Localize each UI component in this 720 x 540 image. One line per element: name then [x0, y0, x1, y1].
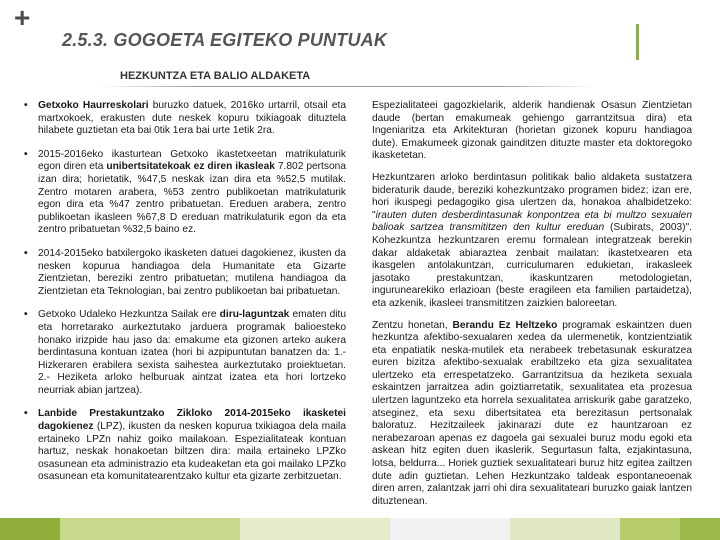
bullet-text: (LPZ), ikusten da nesken kopurua txikiagoa dela maila ertaineko LPZn nahiz goiko mailakoan. Espezialitateak kontuan hartuz, neskak honakoetan biltzen dira: maila ertaineko LPZko osasunean eta administrazio eta kudeaketan eta goi mailako LPZko osasunean eta komunitatearentzako kultur eta gizarte zerbitzuetan.	[38, 421, 346, 483]
bullet-text: Getxoko Udaleko Hezkuntza Sailak ere	[38, 309, 220, 321]
footer-color-segment	[620, 518, 680, 540]
paragraph: Espezialitateei gagozkielarik, alderik handienak Osasun Zientzietan daude (bertan emakumeak gehiengo garrantzitsua dira) eta Ingeniaritza eta Arkitekturan (horietan gizonek kopuru handiagoa dute). Emakumeek gizonak gainditzen dituzte master eta doktoregoko ikasketetan.	[372, 100, 692, 162]
footer-color-band	[0, 518, 720, 540]
quote-italic: irauten duten desberdintasunak konpontzea eta bi multzo sexualen balioak sartzea transmititzen den kultur ereduan	[372, 209, 692, 234]
bullet-bold: unibertsitatekoak ez diren ikasleak	[106, 161, 275, 173]
paragraph-text: (Subirats, 2003)". Kohezkuntza hezkuntzaren eremu formalean integratzeak berekin dakar aldaketak abiaraztea zenbait mailatan: ikastetxearen eta ikasgelen antolakuntzan, curriculumaren edukietan, irakasleek jasotako prestakuntzan, ikaskuntzaren metodologietan, ingurunearekiko erlazioan (beste eragileen eta familien partaidetza), eta azkenik, ikasleei transmititzen zaizkien baloreetan.	[372, 222, 692, 309]
paragraph-text: Hezkuntzaren arloko berdintasun politikak balio aldaketa sustatzera bideraturik daude, bereziki kohezkuntzako programen bidez; izan ere, hori ikuspegi pedagogiko gisa ulertzen da, honakoa ahalbidetzeko: "	[372, 171, 692, 221]
bullet-item	[24, 149, 346, 237]
bullet-text: buruzko datuek, 2016ko urtarril, otsail eta martxokoek, erakusten dute neskek kopuru txikiagoak dituztela hilabete guztietan eta bai 0tik 1era bai urte 1etik 2ra.	[38, 100, 346, 137]
bullet-text: 2015-2016eko ikasturtean Getxoko ikastetxeetan matrikulaturik egon diren eta	[38, 148, 346, 173]
bullet-icon: •	[24, 148, 28, 160]
footer-color-segment	[680, 518, 720, 540]
bullet-bold: Getxoko Haurreskolari	[38, 100, 149, 111]
section-divider	[100, 86, 594, 87]
footer-color-segment	[60, 518, 240, 540]
bullet-item	[24, 248, 346, 298]
footer-color-segment	[510, 518, 620, 540]
bullet-bold: Lanbide Prestakuntzako Zikloko 2014-2015eko ikasketei dagokienez	[38, 408, 346, 433]
bullet-item	[24, 408, 346, 484]
bullet-icon: •	[24, 100, 28, 111]
bullet-text: 2014-2015eko batxilergoko ikasketen datuei dagokienez, ikusten da nesken kopurua handiagoa dela Humanitate eta Gizarte Zientzietan, bereziki zentro pribatuetan; mutilena handiagoa da Zientzietan eta Teknologian, bai zentro publikoetan bai pribatuetan.	[38, 247, 346, 297]
paragraph-bold: Berandu Ez Heltzeko	[452, 319, 558, 331]
paragraph-text: programak eskaintzen duen hezkuntza afektibo-sexualaren xedea da ulermenetik, kontzientziatik eta enpatiatik neska-mutilek eta nerabeek trebetasunak eskuratzea euren bizitza afektibo-sexualak erabiltzeko eta giza sexualitatea ulertzeko eta errespetatzeko. Garrantzitsua da heziketa sexuala eskaintzen jarraitzea adin goiztiarretatik, sexualitatea eta prozesua ulertzen laguntzeko eta horrela sexualitatea arriskurik gabe garatzeko, atseginez, eta sexu dibertsitatea eta berezitasun pertsonalak baloratuz. Hezitzaileek jakinarazi dute ez hauntzaroan ez nerabezaroan apenas ez dagoela gai sexualei buruz modu egoki eta askean hitz egiten duen ikaslerik. Segurtasun falta, ezjakintasuna, lotsa, beldurra... Horiek guztiek sexualitateari buruz hitz egitea zailtzen dute adin guztietan. Lehen Hezkuntzako taldeak espontaneoenak diren arren, zalantzak jarri ohi dira sexualitateari buruzko gaiak lantzen dituztenean.	[372, 319, 692, 507]
bullet-icon: •	[24, 247, 28, 259]
section-heading: HEZKUNTZA ETA BALIO ALDAKETA	[120, 70, 311, 82]
bullet-text: ematen ditu eta horretarako aurkeztutako jarduera programak balioesteko honako irizpide hau jaso da: emakume eta gizonen arteko aukera berdintasuna kontuan izatea (hori bi azpipuntutan banatzen da: 1.- Hizkeraren erabilera sexista saihestea aurkeztutako proiektuetan. 2.- Heziketa arloko helburuak aintzat izatea eta hori lortzeko neurriak abian jartzea).	[38, 309, 346, 396]
bullet-item	[24, 309, 346, 397]
plus-icon: +	[14, 2, 31, 33]
footer-color-segment	[240, 518, 390, 540]
paragraph-text: Zentzu honetan,	[372, 319, 453, 331]
bullet-item	[24, 100, 346, 138]
bullet-icon: •	[24, 408, 28, 420]
footer-color-segment	[390, 518, 510, 540]
page-title: 2.5.3. GOGOETA EGITEKO PUNTUAK	[62, 30, 388, 50]
bullet-text: 7.802 pertsona izan dira; horietatik, %47,5 neskak izan dira eta %52,5 mutilak. Zentro motaren arabera, %53 zentro publikoetan matrikulaturik egon dira eta %47 zentro pribatuetan. Ereduen arabera, zentro publikoetan ikasleen %67,8 D ereduan matrikulaturik egon da eta zentro pribatuetan %32,5 baino ez.	[38, 161, 346, 236]
bullet-bold: diru-laguntzak	[219, 309, 290, 321]
left-column	[24, 100, 346, 495]
accent-bar	[636, 24, 639, 60]
paragraph	[372, 172, 692, 311]
paragraph	[372, 320, 692, 509]
footer-color-segment	[0, 518, 60, 540]
bullet-icon: •	[24, 309, 28, 321]
right-column	[372, 100, 692, 517]
